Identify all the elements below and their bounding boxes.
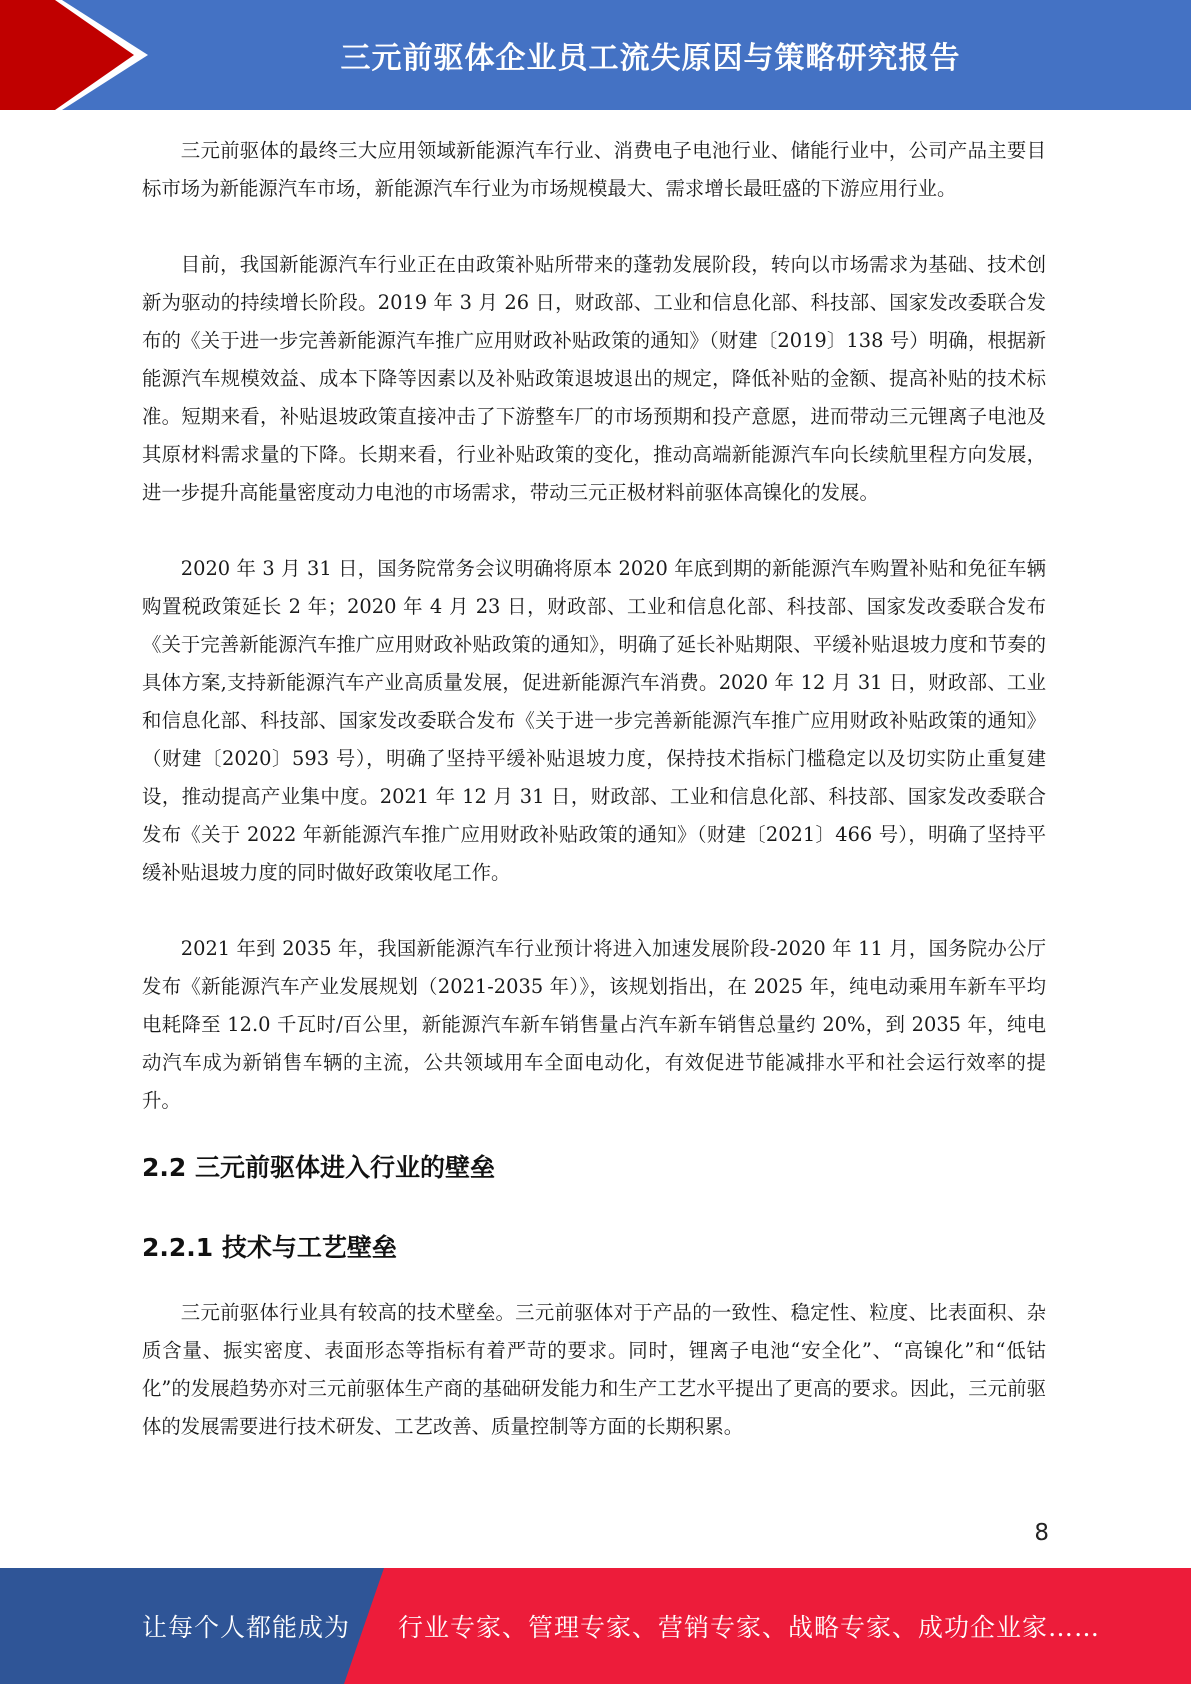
page-header — [0, 0, 1191, 110]
footer-slogan-right: 行业专家、管理专家、营销专家、战略专家、成功企业家…… — [398, 1613, 1101, 1642]
page-number: 8 — [1034, 1520, 1049, 1546]
body-paragraph: 目前，我国新能源汽车行业正在由政策补贴所带来的蓬勃发展阶段，转向以市场需求为基础、技术创新为驱动的持续增长阶段。2019 年 3 月 26 日，财政部、工业和信息化部、科技部、国家发改委联合发布的《关于进一步完善新能源汽车推广应用财政补贴政策的通知》（财建〔2019〕138 号）明确，根据新能源汽车规模效益、成本下降等因素以及补贴政策退坡退出的规定，降低补贴的金额、提高补贴的技术标准。短期来看，补贴退坡政策直接冲击了下游整车厂的市场预期和投产意愿，进而带动三元锂离子电池及其原材料需求量的下降。长期来看，行业补贴政策的变化，推动高端新能源汽车向长续航里程方向发展，进一步提升高能量密度动力电池的市场需求，带动三元正极材料前驱体高镍化的发展。 — [142, 253, 1046, 504]
body-paragraph: 2021 年到 2035 年，我国新能源汽车行业预计将进入加速发展阶段-2020 年 11 月，国务院办公厅发布《新能源汽车产业发展规划（2021-2035 年）》，该规划指出，在 2025 年，纯电动乘用车新车平均电耗降至 12.0 千瓦时/百公里，新能源汽车新车销售量占汽车新车销售总量约 20%，到 2035 年，纯电动汽车成为新销售车辆的主流，公共领域用车全面电动化，有效促进节能减排水平和社会运行效率的提升。 — [142, 937, 1046, 1112]
body-paragraph: 三元前驱体行业具有较高的技术壁垒。三元前驱体对于产品的一致性、稳定性、粒度、比表面积、杂质含量、振实密度、表面形态等指标有着严苛的要求。同时，锂离子电池“安全化”、“高镍化”和“低钴化”的发展趋势亦对三元前驱体生产商的基础研发能力和生产工艺水平提出了更高的要求。因此，三元前驱体的发展需要进行技术研发、工艺改善、质量控制等方面的长期积累。 — [142, 1301, 1046, 1438]
report-title: 三元前驱体企业员工流失原因与策略研究报告 — [340, 41, 961, 76]
body-paragraph: 三元前驱体的最终三大应用领域新能源汽车行业、消费电子电池行业、储能行业中，公司产品主要目标市场为新能源汽车市场，新能源汽车行业为市场规模最大、需求增长最旺盛的下游应用行业。 — [142, 139, 1046, 200]
body-paragraph: 2020 年 3 月 31 日，国务院常务会议明确将原本 2020 年底到期的新能源汽车购置补贴和免征车辆购置税政策延长 2 年；2020 年 4 月 23 日，财政部、工业和信息化部、科技部、国家发改委联合发布《关于完善新能源汽车推广应用财政补贴政策的通知》，明确了延长补贴期限、平缓补贴退坡力度和节奏的具体方案,支持新能源汽车产业高质量发展，促进新能源汽车消费。2020 年 12 月 31 日，财政部、工业和信息化部、科技部、国家发改委联合发布《关于进一步完善新能源汽车推广应用财政补贴政策的通知》（财建〔2020〕593 号），明确了坚持平缓补贴退坡力度，保持技术指标门槛稳定以及切实防止重复建设，推动提高产业集中度。2021 年 12 月 31 日，财政部、工业和信息化部、科技部、国家发改委联合发布《关于 2022 年新能源汽车推广应用财政补贴政策的通知》（财建〔2021〕466 号），明确了坚持平缓补贴退坡力度的同时做好政策收尾工作。 — [142, 557, 1046, 884]
document-body — [142, 132, 1046, 1446]
page-footer — [0, 1568, 1191, 1684]
section-heading: 2.2 三元前驱体进入行业的壁垒 — [142, 1153, 495, 1182]
red-chevron-logo — [0, 0, 160, 110]
subsection-heading: 2.2.1 技术与工艺壁垒 — [142, 1233, 397, 1262]
footer-slogan-left: 让每个人都能成为 — [142, 1613, 351, 1642]
